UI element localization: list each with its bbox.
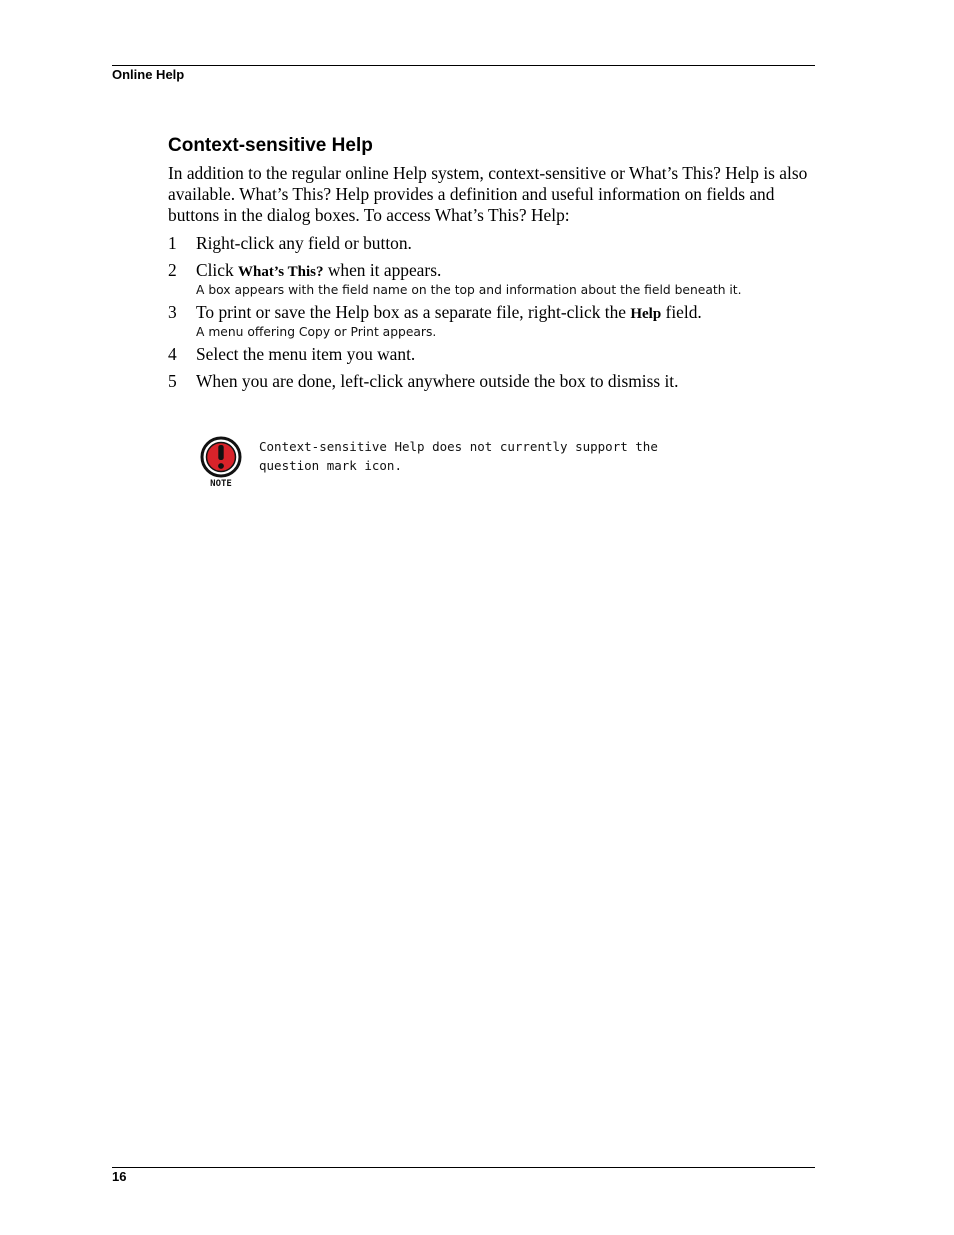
step-1	[168, 233, 412, 254]
step-3	[168, 302, 702, 325]
step-number: 2	[168, 260, 177, 280]
header-rule	[112, 65, 815, 66]
step-number: 3	[168, 302, 177, 322]
step-4	[168, 344, 415, 365]
note-text: Context-sensitive Help does not currently support the question mark icon.	[259, 439, 658, 473]
step-2-result: A box appears with the field name on the top and information about the field beneath it.	[196, 283, 742, 297]
page-number: 16	[112, 1169, 127, 1184]
step-text-post: when it appears.	[323, 260, 442, 280]
step-number: 1	[168, 233, 177, 253]
step-number: 4	[168, 344, 177, 364]
step-text-pre: To print or save the Help box as a separate file, right-click the	[196, 302, 631, 322]
step-text: When you are done, left-click anywhere outside the box to dismiss it.	[196, 371, 679, 391]
step-text: Right-click any field or button.	[196, 233, 412, 253]
step-2	[168, 260, 441, 283]
step-text-post: field.	[661, 302, 702, 322]
step-text-pre: Click	[196, 260, 239, 280]
ui-term-whats-this: What’s This?	[238, 264, 324, 280]
note-exclamation-icon	[200, 436, 244, 488]
step-number: 5	[168, 371, 177, 391]
step-text: Select the menu item you want.	[196, 344, 416, 364]
running-header: Online Help	[112, 67, 185, 82]
intro-paragraph: In addition to the regular online Help system, context-sensitive or What’s This? Help is also available. What’s This? Help provides a definition and useful information on fields and buttons in the dialog boxes. To access What’s This? Help:	[168, 163, 808, 225]
footer-rule	[112, 1167, 815, 1168]
ui-term-help: Help	[630, 306, 662, 322]
step-5	[168, 371, 678, 392]
section-title: Context-sensitive Help	[168, 135, 373, 156]
step-3-result: A menu offering Copy or Print appears.	[196, 325, 437, 339]
note-icon-label: NOTE	[210, 479, 232, 488]
